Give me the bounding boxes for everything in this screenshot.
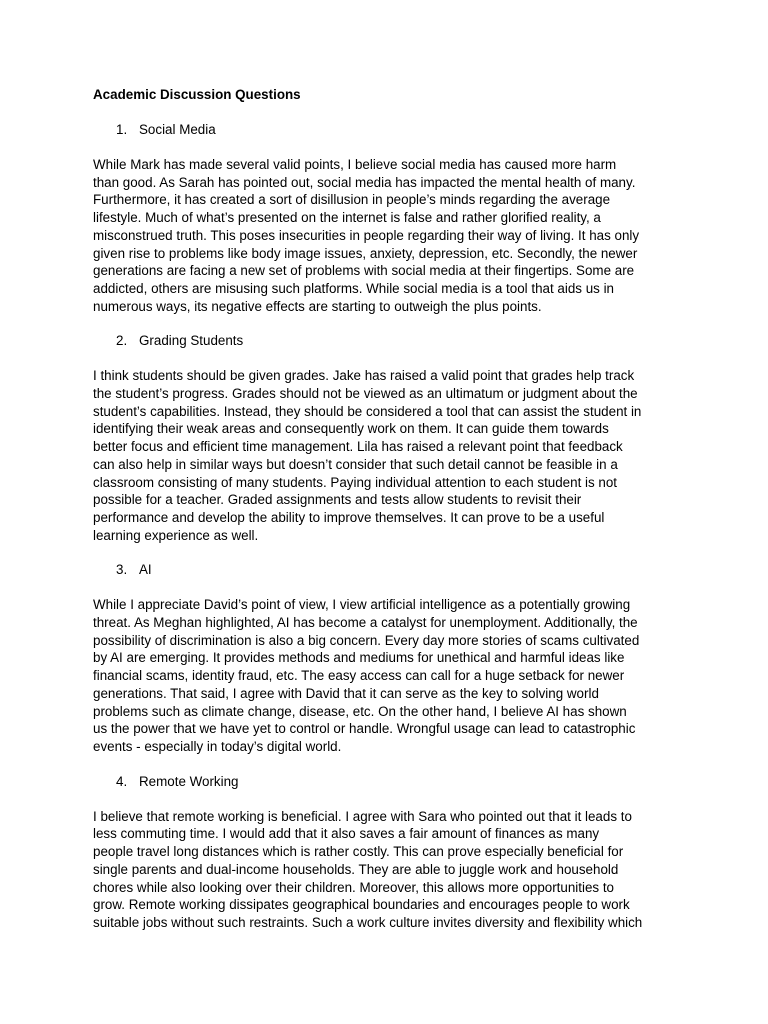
paragraph-line: us the power that we have yet to control or handle. Wrongful usage can lead to catastrophic [93,721,636,737]
paragraph-line: chores while also looking over their children. Moreover, this allows more opportunities to [93,879,614,895]
paragraph-line: identifying their weak areas and consequently work on them. It can guide them towards [93,421,609,437]
paragraph-line: the student’s progress. Grades should not be viewed as an ultimatum or judgment about the [93,386,638,402]
paragraph-line: by AI are emerging. It provides methods and mediums for unethical and harmful ideas like [93,650,625,666]
paragraph-line: better focus and efficient time management. Lila has raised a relevant point that feedback [93,439,623,455]
paragraph-line: performance and develop the ability to improve themselves. It can prove to be a useful [93,509,605,525]
section-heading [93,332,683,350]
paragraph-line: can also help in similar ways but doesn’t consider that such detail cannot be feasible in a [93,456,618,472]
document-title: Academic Discussion Questions [93,87,301,102]
paragraph-line: I believe that remote working is beneficial. I agree with Sara who pointed out that it leads to [93,808,632,824]
section-paragraph [93,367,683,544]
paragraph-line: learning experience as well. [93,527,259,543]
section-heading-text: Social Media [139,122,216,137]
section-paragraph [93,156,683,315]
section-heading [93,561,683,579]
paragraph-line: less commuting time. I would add that it also saves a fair amount of finances as many [93,826,600,842]
paragraph-line: lifestyle. Much of what’s presented on the internet is false and rather glorified reality, a [93,210,601,226]
paragraph-line: than good. As Sarah has pointed out, social media has impacted the mental health of many. [93,174,636,190]
paragraph-line: student’s capabilities. Instead, they should be considered a tool that can assist the student in [93,403,642,419]
paragraph-line: addicted, others are misusing such platforms. While social media is a tool that aids us in [93,280,614,296]
section-number: 4. [116,773,128,789]
document-content [93,86,683,949]
sections-container [93,121,683,932]
paragraph-line: possibility of discrimination is also a big concern. Every day more stories of scams cultivated [93,632,640,648]
section-number: 2. [116,333,128,349]
section-number: 3. [116,562,128,578]
paragraph-line: While I appreciate David’s point of view, I view artificial intelligence as a potentially growing [93,597,631,613]
paragraph-line: problems such as climate change, disease, etc. On the other hand, I believe AI has shown [93,703,627,719]
section-heading-text: Grading Students [139,333,244,349]
paragraph-line: threat. As Meghan highlighted, AI has become a catalyst for unemployment. Additionally, the [93,615,638,631]
paragraph-line: I think students should be given grades. Jake has raised a valid point that grades help track [93,368,635,384]
section-paragraph [93,596,683,755]
paragraph-line: given rise to problems like body image issues, anxiety, depression, etc. Secondly, the newer [93,245,638,261]
section-heading-text: AI [139,562,152,578]
paragraph-line: possible for a teacher. Graded assignments and tests allow students to revisit their [93,492,582,508]
paragraph-line: financial scams, identity fraud, etc. The easy access can call for a huge setback for newer [93,668,625,684]
paragraph-line: misconstrued truth. This poses insecurities in people regarding their way of living. It has only [93,227,640,243]
paragraph-line: grow. Remote working dissipates geographical boundaries and encourages people to work [93,897,630,913]
paragraph-line: suitable jobs without such restraints. Such a work culture invites diversity and flexibility which [93,914,643,930]
section-paragraph [93,808,683,932]
paragraph-line: generations. That said, I agree with David that it can serve as the key to solving world [93,685,599,701]
section-heading-text: Remote Working [139,773,239,789]
paragraph-line: classroom consisting of many students. Paying individual attention to each student is not [93,474,618,490]
paragraph-line: While Mark has made several valid points, I believe social media has caused more harm [93,157,617,172]
section-heading [93,773,683,791]
section-number: 1. [116,122,128,137]
paragraph-line: single parents and dual-income households. They are able to juggle work and household [93,861,619,877]
paragraph-line: events - especially in today’s digital world. [93,738,342,754]
paragraph-line: people travel long distances which is rather costly. This can prove especially beneficial for [93,844,624,860]
paragraph-line: generations are facing a new set of problems with social media at their fingertips. Some are [93,263,635,279]
section-heading [93,121,683,139]
paragraph-line: Furthermore, it has created a sort of disillusion in people’s minds regarding the average [93,192,611,208]
paragraph-line: numerous ways, its negative effects are starting to outweigh the plus points. [93,298,542,314]
